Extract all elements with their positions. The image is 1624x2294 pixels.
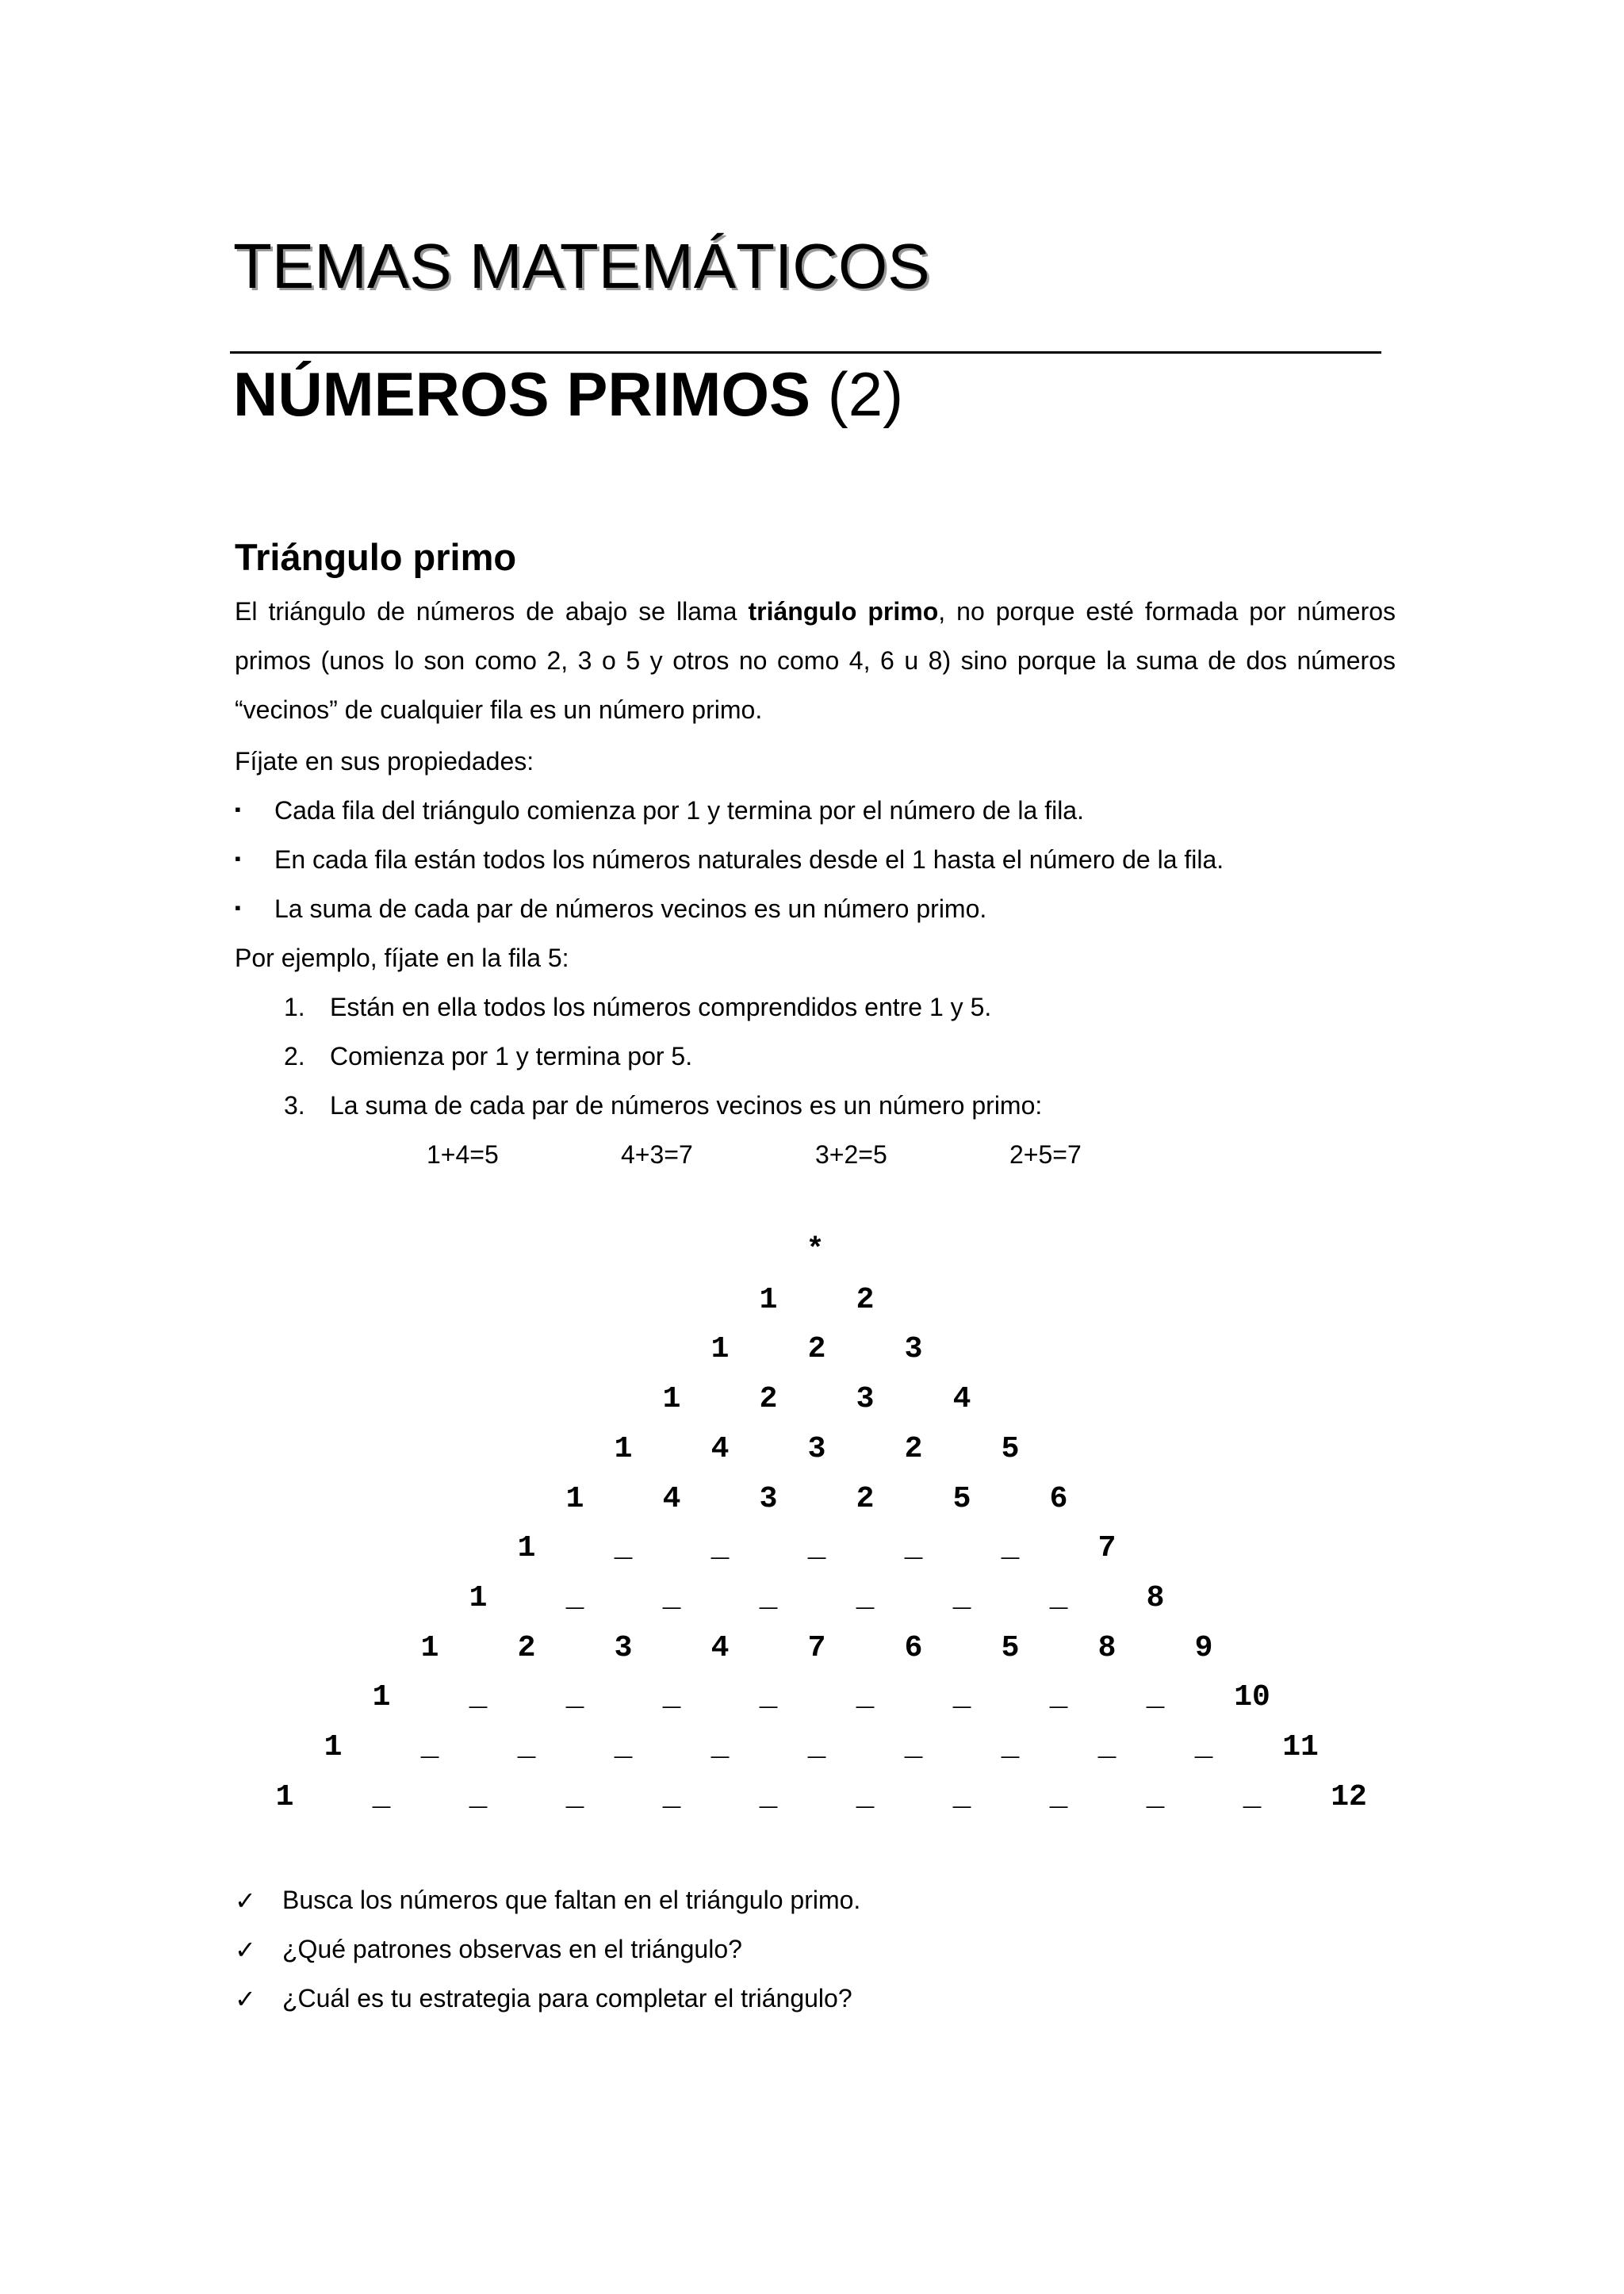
triangle-blank: _ <box>856 1680 875 1715</box>
triangle-cell: 1 <box>710 1332 730 1367</box>
triangle-blank: _ <box>1049 1680 1068 1715</box>
example-intro: Por ejemplo, fíjate en la fila 5: <box>235 944 569 972</box>
triangle-cell: 6 <box>904 1630 923 1665</box>
bullet-item: La suma de cada par de números vecinos es un número primo. <box>274 894 987 923</box>
bullet-item: Cada fila del triángulo comienza por 1 y termina por el número de la fila. <box>274 796 1084 825</box>
sum-example: 4+3=7 <box>621 1140 693 1169</box>
intro-part2: , no porque esté formada por números primos (unos lo son como 2, 3 o 5 y otros no como 4, 6 u 8) sino porque la suma de dos números “vecinos” de cualquier fila es un número primo. <box>235 597 1396 724</box>
intro-paragraph <box>235 587 1396 734</box>
triangle-cell: 2 <box>807 1332 826 1367</box>
triangle-cell: 3 <box>904 1332 923 1367</box>
triangle-cell: 8 <box>1146 1580 1165 1615</box>
triangle-blank: _ <box>565 1580 584 1615</box>
triangle-blank: _ <box>420 1730 439 1764</box>
triangle-blank: _ <box>759 1779 778 1814</box>
sum-example: 2+5=7 <box>1009 1140 1082 1169</box>
triangle-blank: _ <box>759 1680 778 1715</box>
triangle-cell: 5 <box>1001 1630 1020 1665</box>
triangle-cell: 2 <box>856 1481 875 1516</box>
triangle-cell: 3 <box>856 1382 875 1417</box>
triangle-cell: 3 <box>807 1431 826 1466</box>
triangle-blank: _ <box>1146 1680 1165 1715</box>
triangle-cell: 10 <box>1234 1680 1270 1715</box>
properties-intro: Fíjate en sus propiedades: <box>235 747 534 776</box>
triangle-blank: _ <box>372 1779 391 1814</box>
triangle-cell: 3 <box>759 1481 778 1516</box>
question-item: Busca los números que faltan en el triángulo primo. <box>282 1886 861 1914</box>
triangle-cell: 4 <box>710 1431 730 1466</box>
triangle-blank: _ <box>1049 1779 1068 1814</box>
sum-example: 3+2=5 <box>815 1140 887 1169</box>
triangle-blank: _ <box>904 1531 923 1566</box>
triangle-cell: 1 <box>469 1580 488 1615</box>
bullet-item: En cada fila están todos los números naturales desde el 1 hasta el número de la fila. <box>274 845 1224 874</box>
question-item: ¿Cuál es tu estrategia para completar el triángulo? <box>282 1984 852 2013</box>
triangle-blank: _ <box>517 1730 536 1764</box>
triangle-blank: _ <box>614 1730 633 1764</box>
list-item: La suma de cada par de números vecinos es un número primo: <box>330 1091 1043 1120</box>
triangle-cell: 1 <box>662 1382 681 1417</box>
triangle-cell: 4 <box>662 1481 681 1516</box>
triangle-cell: 1 <box>275 1779 294 1814</box>
triangle-cell: 1 <box>372 1680 391 1715</box>
triangle-blank: _ <box>1001 1531 1020 1566</box>
section-header: TEMAS MATEMÁTICOS <box>233 231 930 301</box>
triangle-blank: _ <box>710 1730 730 1764</box>
triangle-blank: _ <box>469 1680 488 1715</box>
checkmark-icon: ✓ <box>235 1936 256 1964</box>
triangle-blank: _ <box>856 1779 875 1814</box>
triangle-blank: _ <box>710 1531 730 1566</box>
bullet-square-icon: ▪ <box>235 898 241 917</box>
triangle-blank: _ <box>469 1779 488 1814</box>
triangle-blank: _ <box>662 1680 681 1715</box>
triangle-blank: _ <box>807 1531 826 1566</box>
triangle-cell: 11 <box>1282 1730 1319 1764</box>
triangle-blank: _ <box>952 1779 971 1814</box>
triangle-cell: * <box>806 1233 825 1267</box>
triangle-blank: _ <box>565 1779 584 1814</box>
intro-part1: El triángulo de números de abajo se llama <box>235 597 749 626</box>
triangle-cell: 1 <box>517 1531 536 1566</box>
list-item: Están en ella todos los números comprendidos entre 1 y 5. <box>330 993 992 1021</box>
list-number: 1. <box>284 993 305 1021</box>
bullet-square-icon: ▪ <box>235 799 241 819</box>
title-bold: NÚMEROS PRIMOS <box>233 359 811 429</box>
bullet-square-icon: ▪ <box>235 848 241 868</box>
triangle-blank: _ <box>904 1730 923 1764</box>
triangle-blank: _ <box>662 1779 681 1814</box>
triangle-cell: 6 <box>1049 1481 1068 1516</box>
triangle-cell: 3 <box>614 1630 633 1665</box>
title-number: (2) <box>810 359 904 429</box>
intro-bold: triángulo primo <box>748 597 939 626</box>
triangle-cell: 4 <box>952 1382 971 1417</box>
triangle-cell: 7 <box>807 1630 826 1665</box>
triangle-cell: 8 <box>1097 1630 1116 1665</box>
triangle-cell: 7 <box>1097 1531 1116 1566</box>
triangle-blank: _ <box>856 1580 875 1615</box>
triangle-cell: 2 <box>517 1630 536 1665</box>
checkmark-icon: ✓ <box>235 1886 256 1915</box>
triangle-blank: _ <box>662 1580 681 1615</box>
header-divider <box>230 351 1381 354</box>
page-title <box>233 358 903 431</box>
triangle-cell: 2 <box>904 1431 923 1466</box>
triangle-blank: _ <box>1049 1580 1068 1615</box>
triangle-cell: 1 <box>565 1481 584 1516</box>
list-number: 3. <box>284 1091 305 1120</box>
subtitle: Triángulo primo <box>235 536 517 578</box>
triangle-cell: 4 <box>710 1630 730 1665</box>
triangle-cell: 2 <box>759 1382 778 1417</box>
triangle-cell: 5 <box>1001 1431 1020 1466</box>
triangle-cell: 1 <box>420 1630 439 1665</box>
triangle-cell: 12 <box>1331 1779 1367 1814</box>
sum-example: 1+4=5 <box>427 1140 499 1169</box>
triangle-cell: 5 <box>952 1481 971 1516</box>
triangle-cell: 2 <box>856 1282 875 1317</box>
checkmark-icon: ✓ <box>235 1985 256 2013</box>
triangle-blank: _ <box>759 1580 778 1615</box>
triangle-cell: 9 <box>1194 1630 1213 1665</box>
triangle-blank: _ <box>614 1531 633 1566</box>
triangle-cell: 1 <box>324 1730 343 1764</box>
triangle-blank: _ <box>1146 1779 1165 1814</box>
question-item: ¿Qué patrones observas en el triángulo? <box>282 1935 742 1963</box>
triangle-blank: _ <box>952 1580 971 1615</box>
triangle-blank: _ <box>1001 1730 1020 1764</box>
triangle-blank: _ <box>807 1730 826 1764</box>
triangle-blank: _ <box>1243 1779 1262 1814</box>
list-item: Comienza por 1 y termina por 5. <box>330 1042 693 1070</box>
triangle-cell: 1 <box>614 1431 633 1466</box>
triangle-cell: 1 <box>759 1282 778 1317</box>
triangle-blank: _ <box>1097 1730 1116 1764</box>
list-number: 2. <box>284 1042 305 1070</box>
triangle-blank: _ <box>565 1680 584 1715</box>
triangle-blank: _ <box>1194 1730 1213 1764</box>
triangle-blank: _ <box>952 1680 971 1715</box>
